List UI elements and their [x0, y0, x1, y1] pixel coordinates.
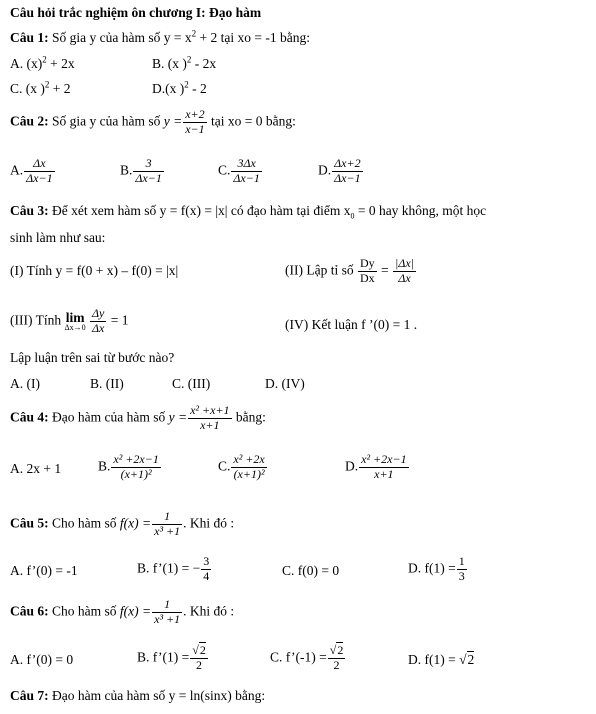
q2-b-den: Δx−1	[135, 170, 162, 185]
question-4	[10, 404, 266, 433]
q3-step-2-rden: Δx	[398, 270, 411, 285]
question-4-y: y =	[168, 409, 188, 425]
q4-option-d[interactable]	[345, 453, 410, 482]
q4-c-fraction	[231, 453, 266, 482]
question-3-label: Câu 3:	[10, 203, 49, 218]
question-4-fraction	[188, 404, 231, 433]
q3-option-c[interactable]: C. (III)	[172, 376, 211, 391]
q6-c-den: 2	[333, 657, 340, 672]
q1-option-c[interactable]	[10, 81, 71, 97]
question-3	[10, 203, 486, 221]
q3-step-3-fraction	[90, 307, 106, 336]
question-5-label: Câu 5:	[10, 515, 49, 531]
q1-c-text: C. (x )	[10, 81, 45, 96]
question-2-fraction	[183, 108, 206, 137]
q4-f-num: x² +x+1	[190, 403, 230, 417]
q2-b-text: B.	[120, 162, 133, 178]
question-2-y: y =	[163, 113, 183, 129]
question-6-label: Câu 6:	[10, 603, 49, 619]
q5-b-text: B. f’(1) = −	[137, 560, 201, 576]
q2-option-d[interactable]	[318, 157, 364, 186]
question-5	[10, 510, 234, 539]
q1-c-sup: 2	[44, 79, 50, 90]
q3-step-2-label: (II) Lập tỉ số	[285, 262, 354, 278]
q1-option-b[interactable]	[152, 56, 216, 72]
q5-d-fraction	[457, 555, 467, 584]
q2-d-num: Δx+2	[334, 156, 361, 170]
q1-c-tail: + 2	[49, 81, 71, 96]
question-1-label: Câu 1:	[10, 30, 49, 45]
q6-b-num	[190, 644, 208, 659]
q4-option-c[interactable]	[218, 453, 268, 482]
q3-step-3	[10, 307, 129, 336]
q3-step-4: (IV) Kết luận f ’(0) = 1 .	[285, 317, 418, 332]
q1-b-text: B. (x )	[152, 56, 187, 71]
q3-option-b[interactable]: B. (II)	[90, 376, 124, 391]
q4-c-den: (x+1)²	[233, 466, 265, 481]
q4-f-den: x+1	[200, 417, 220, 432]
q3-step-2-den: Dx	[359, 270, 375, 285]
question-7-text: Đạo hàm của hàm số y = ln(sinx) bằng:	[48, 688, 266, 703]
q3-step-2-rfraction	[393, 257, 416, 286]
q3-lim-text: lim	[65, 309, 85, 325]
q6-d-text: D. f(1) =	[408, 652, 456, 667]
question-5-fx: f(x) =	[119, 515, 152, 531]
q4-option-b[interactable]	[98, 453, 162, 482]
q6-f-num: 1	[152, 598, 182, 613]
sqrt-icon: √	[329, 643, 337, 657]
q6-c-num	[328, 644, 346, 659]
q6-b-fraction	[190, 644, 208, 673]
q3-question: Lập luận trên sai từ bước nào?	[10, 350, 175, 365]
q3-lim-under: Δx→0	[64, 323, 86, 333]
question-5-fraction	[152, 510, 182, 539]
question-7	[10, 688, 265, 704]
q1-option-a[interactable]	[10, 56, 75, 72]
q2-c-fraction	[231, 157, 261, 186]
question-2-text-a: Số gia y của hàm số	[48, 113, 164, 129]
q3-option-a[interactable]: A. (I)	[10, 376, 40, 391]
q4-c-num: x² +2x	[233, 452, 265, 466]
question-1-text-b: + 2 tại xo = -1 bằng:	[196, 30, 310, 45]
q2-f-den: x−1	[185, 121, 205, 136]
question-2-label: Câu 2:	[10, 113, 49, 129]
q3-limit	[64, 311, 85, 333]
q5-d-num: 1	[458, 554, 465, 568]
question-3-sub: 0	[350, 211, 355, 221]
question-4-label: Câu 4:	[10, 409, 49, 425]
q5-d-text: D. f(1) =	[408, 560, 456, 576]
q4-d-text: D.	[345, 458, 359, 474]
q2-option-c[interactable]	[218, 157, 263, 186]
q6-option-b[interactable]	[137, 644, 209, 673]
question-4-text-b: bằng:	[232, 409, 266, 425]
question-7-label: Câu 7:	[10, 688, 49, 703]
q2-d-fraction	[332, 157, 362, 186]
q5-b-fraction	[201, 555, 211, 584]
q2-a-num: Δx	[24, 157, 54, 172]
q6-b-den: 2	[196, 657, 203, 672]
q3-step-3-num: Δy	[92, 306, 105, 320]
q1-d-sup: 2	[184, 79, 189, 90]
q3-step-1: (I) Tính y = f(0 + x) – f(0) = |x|	[10, 263, 179, 278]
q5-f-den: x³ +1	[154, 523, 181, 538]
sqrt-icon: √	[192, 643, 199, 657]
q3-step-3-label: (III) Tính	[10, 312, 62, 328]
question-1-sup: 2	[191, 28, 197, 39]
q3-step-3-eq: = 1	[110, 312, 129, 328]
q5-f-num: 1	[152, 510, 182, 525]
q3-step-2-eq: =	[381, 262, 389, 278]
q2-a-fraction	[24, 157, 54, 186]
q1-a-text: A. (x)	[10, 56, 43, 71]
q4-d-fraction	[359, 453, 408, 482]
question-1-text-a: Số gia y của hàm số y = x	[48, 30, 192, 45]
question-4-text-a: Đạo hàm của hàm số	[48, 409, 169, 425]
question-1	[10, 30, 310, 46]
q2-option-b[interactable]	[120, 157, 165, 186]
q2-b-num: 3	[133, 157, 163, 172]
question-5-text-a: Cho hàm số	[48, 515, 120, 531]
q1-option-d[interactable]	[152, 81, 207, 97]
q6-f-den: x³ +1	[154, 611, 181, 626]
question-2-text-b: tại xo = 0 bằng:	[207, 113, 296, 129]
q6-c-root: 2	[337, 643, 344, 657]
q3-step-2-rnum: |Δx|	[395, 256, 414, 270]
q6-c-text: C. f’(-1) =	[270, 649, 327, 665]
q6-d-root: 2	[467, 652, 475, 667]
question-6-fraction	[152, 598, 182, 627]
q2-d-text: D.	[318, 162, 332, 178]
q1-b-tail: - 2x	[191, 56, 217, 71]
q6-b-text: B. f’(1) =	[137, 649, 190, 665]
q4-c-text: C.	[218, 458, 231, 474]
q1-d-tail: - 2	[188, 81, 207, 96]
q5-option-d[interactable]	[408, 555, 468, 584]
q4-b-den: (x+1)²	[120, 466, 152, 481]
q4-b-fraction	[111, 453, 160, 482]
page-title: Câu hỏi trắc nghiệm ôn chương I: Đạo hàm	[10, 5, 262, 20]
q2-c-den: Δx−1	[233, 170, 260, 185]
q4-d-num: x² +2x−1	[361, 452, 407, 466]
q4-b-num: x² +2x−1	[113, 452, 159, 466]
q6-b-root: 2	[199, 643, 206, 657]
q2-c-text: C.	[218, 162, 231, 178]
q2-a-text: A.	[10, 162, 24, 178]
q6-c-fraction	[328, 644, 346, 673]
question-2	[10, 108, 296, 137]
q1-d-text: D.(x )	[152, 81, 185, 96]
q6-option-c[interactable]	[270, 644, 346, 673]
question-3-text-b: = 0 hay không, một học	[354, 203, 487, 218]
question-6-text-b: . Khi đó :	[183, 603, 235, 619]
q3-step-2	[285, 257, 417, 286]
q6-option-a[interactable]: A. f’(0) = 0	[10, 652, 74, 667]
q2-a-den: Δx−1	[26, 170, 53, 185]
q4-option-a[interactable]: A. 2x + 1	[10, 461, 62, 476]
q4-b-text: B.	[98, 458, 111, 474]
question-3-text-a: Để xét xem hàm số y = f(x) = |x| có đạo hàm tại điểm x	[48, 203, 351, 218]
q6-option-d[interactable]	[408, 652, 474, 668]
question-6	[10, 598, 234, 627]
question-6-text-a: Cho hàm số	[48, 603, 120, 619]
q1-a-sup: 2	[42, 54, 47, 65]
q1-a-tail: + 2x	[46, 56, 75, 71]
q2-b-fraction	[133, 157, 163, 186]
q2-d-den: Δx−1	[334, 170, 361, 185]
q5-option-a[interactable]: A. f’(0) = -1	[10, 563, 78, 578]
q3-step-2-num: Dy	[359, 256, 375, 270]
q5-b-den: 4	[203, 568, 210, 583]
q2-option-a[interactable]	[10, 157, 56, 186]
q4-d-den: x+1	[374, 466, 394, 481]
q3-option-d[interactable]: D. (IV)	[265, 376, 305, 391]
q1-b-sup: 2	[186, 54, 192, 65]
question-6-fx: f(x) =	[119, 603, 152, 619]
q5-d-den: 3	[458, 568, 465, 583]
q2-f-num: x+2	[185, 107, 205, 121]
sqrt-icon: √	[459, 652, 467, 667]
question-5-text-b: . Khi đó :	[183, 515, 235, 531]
q5-option-c[interactable]: C. f(0) = 0	[282, 563, 340, 578]
q5-b-num: 3	[203, 554, 210, 568]
q5-option-b[interactable]	[137, 555, 212, 584]
q3-step-3-den: Δx	[92, 320, 105, 335]
q2-c-num: 3Δx	[231, 157, 261, 172]
q3-step-2-fraction	[358, 257, 377, 286]
question-3-line-2: sinh làm như sau:	[10, 230, 106, 245]
